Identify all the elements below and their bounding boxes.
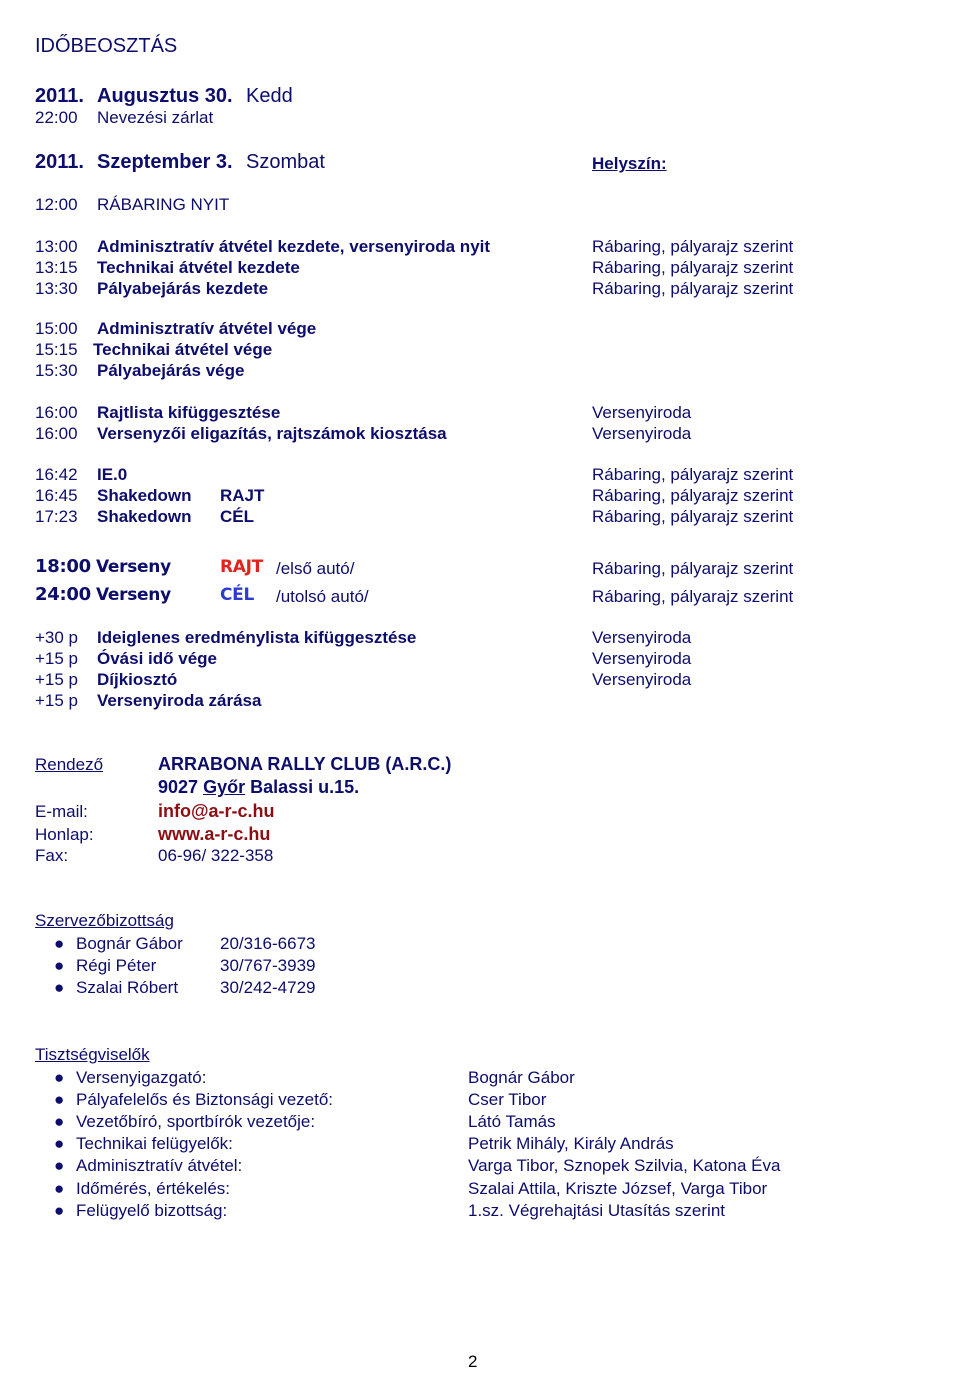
email-link[interactable]: info@a-r-c.hu bbox=[158, 801, 275, 821]
schedule-time: 13:30 bbox=[35, 279, 78, 298]
organizer-address bbox=[158, 778, 359, 796]
day1-event: Nevezési zárlat bbox=[97, 108, 214, 127]
bullet-icon: ● bbox=[54, 978, 65, 997]
schedule-time: 16:00 bbox=[35, 424, 78, 443]
schedule-location: Versenyiroda bbox=[592, 628, 692, 647]
official-person: Bognár Gábor bbox=[468, 1068, 575, 1087]
race-time: 18:00 bbox=[35, 556, 91, 577]
web-label: Honlap: bbox=[35, 825, 94, 844]
day2-year: 2011. bbox=[35, 151, 84, 173]
day2-date: Szeptember 3. bbox=[97, 151, 233, 173]
schedule-time: 16:45 bbox=[35, 486, 78, 505]
schedule-time: 15:30 bbox=[35, 361, 78, 380]
race-event: Verseny bbox=[96, 585, 171, 605]
schedule-location: Rábaring, pályarajz szerint bbox=[592, 507, 794, 526]
official-role: Technikai felügyelők: bbox=[76, 1134, 233, 1153]
schedule-event: IE.0 bbox=[97, 465, 128, 484]
schedule-time: 17:23 bbox=[35, 507, 78, 526]
committee-member-name: Szalai Róbert bbox=[76, 978, 179, 997]
schedule-time: 16:42 bbox=[35, 465, 78, 484]
schedule-event: Versenyzői eligazítás, rajtszámok kiosztása bbox=[97, 424, 447, 443]
schedule-location: Rábaring, pályarajz szerint bbox=[592, 258, 794, 277]
committee-member-name: Bognár Gábor bbox=[76, 934, 183, 953]
race-note: /utolsó autó/ bbox=[276, 587, 369, 606]
schedule-location: Versenyiroda bbox=[592, 649, 692, 668]
schedule-event: Pályabejárás kezdete bbox=[97, 279, 269, 298]
schedule-location: Rábaring, pályarajz szerint bbox=[592, 465, 794, 484]
bullet-icon: ● bbox=[54, 956, 65, 975]
race-location: Rábaring, pályarajz szerint bbox=[592, 559, 794, 578]
committee-member-phone: 20/316-6673 bbox=[220, 934, 316, 953]
bullet-icon: ● bbox=[54, 1112, 65, 1131]
bullet-icon: ● bbox=[54, 1179, 65, 1198]
opening-time: 12:00 bbox=[35, 195, 78, 214]
bullet-icon: ● bbox=[54, 1156, 65, 1175]
official-person: Szalai Attila, Kriszte József, Varga Tibor bbox=[468, 1179, 768, 1198]
schedule-event-marker: CÉL bbox=[220, 507, 254, 526]
official-person: Varga Tibor, Sznopek Szilvia, Katona Éva bbox=[468, 1156, 781, 1175]
organizer-label: Rendező bbox=[35, 755, 104, 774]
official-person: Cser Tibor bbox=[468, 1090, 547, 1109]
web-link[interactable]: www.a-r-c.hu bbox=[158, 824, 271, 844]
official-role: Vezetőbíró, sportbírók vezetője: bbox=[76, 1112, 316, 1131]
address-zip: 9027 bbox=[158, 777, 199, 797]
address-city: Győr bbox=[203, 777, 246, 797]
committee-member-phone: 30/767-3939 bbox=[220, 956, 316, 975]
official-role: Versenyigazgató: bbox=[76, 1068, 207, 1087]
fax-number: 06-96/ 322-358 bbox=[158, 846, 274, 865]
schedule-location: Versenyiroda bbox=[592, 424, 692, 443]
page-number: 2 bbox=[468, 1352, 478, 1371]
schedule-time: +15 p bbox=[35, 649, 79, 668]
schedule-location: Rábaring, pályarajz szerint bbox=[592, 237, 794, 256]
bullet-icon: ● bbox=[54, 934, 65, 953]
official-role: Időmérés, értékelés: bbox=[76, 1179, 231, 1198]
address-street: Balassi u.15. bbox=[250, 777, 360, 797]
schedule-location: Versenyiroda bbox=[592, 670, 692, 689]
schedule-time: 15:15 bbox=[35, 340, 78, 359]
bullet-icon: ● bbox=[54, 1068, 65, 1087]
race-time: 24:00 bbox=[35, 584, 91, 605]
official-person: Látó Tamás bbox=[468, 1112, 556, 1131]
schedule-event: Versenyiroda zárása bbox=[97, 691, 262, 710]
schedule-event: Technikai átvétel vége bbox=[93, 340, 273, 359]
schedule-location: Rábaring, pályarajz szerint bbox=[592, 486, 794, 505]
schedule-time: 16:00 bbox=[35, 403, 78, 422]
day1-weekday: Kedd bbox=[246, 85, 293, 107]
race-marker: CÉL bbox=[220, 585, 255, 605]
schedule-event: Ideiglenes eredménylista kifüggesztése bbox=[97, 628, 417, 647]
bullet-icon: ● bbox=[54, 1090, 65, 1109]
officials-heading: Tisztségviselők bbox=[35, 1045, 150, 1064]
schedule-event: Pályabejárás vége bbox=[97, 361, 245, 380]
schedule-time: 13:00 bbox=[35, 237, 78, 256]
schedule-time: +15 p bbox=[35, 691, 79, 710]
schedule-event-marker: RAJT bbox=[220, 486, 265, 505]
official-person: 1.sz. Végrehajtási Utasítás szerint bbox=[468, 1201, 726, 1220]
committee-member-phone: 30/242-4729 bbox=[220, 978, 316, 997]
day1-date: Augusztus 30. bbox=[97, 85, 233, 107]
schedule-event: Technikai átvétel kezdete bbox=[97, 258, 300, 277]
schedule-event: Díjkiosztó bbox=[97, 670, 178, 689]
day1-year: 2011. bbox=[35, 85, 84, 107]
race-marker: RAJT bbox=[220, 557, 263, 577]
official-role: Adminisztratív átvétel: bbox=[76, 1156, 243, 1175]
schedule-location: Rábaring, pályarajz szerint bbox=[592, 279, 794, 298]
schedule-location: Versenyiroda bbox=[592, 403, 692, 422]
official-person: Petrik Mihály, Király András bbox=[468, 1134, 674, 1153]
day1-time: 22:00 bbox=[35, 108, 78, 127]
fax-label: Fax: bbox=[35, 846, 69, 865]
opening-event: RÁBARING NYIT bbox=[97, 195, 230, 214]
day2-weekday: Szombat bbox=[246, 151, 325, 173]
schedule-event: Adminisztratív átvétel vége bbox=[97, 319, 317, 338]
official-role: Felügyelő bizottság: bbox=[76, 1201, 228, 1220]
race-note: /első autó/ bbox=[276, 559, 355, 578]
schedule-event: Shakedown bbox=[97, 486, 192, 505]
schedule-event: Shakedown bbox=[97, 507, 192, 526]
email-label: E-mail: bbox=[35, 802, 88, 821]
committee-heading: Szervezőbizottság bbox=[35, 911, 174, 930]
page-title: IDŐBEOSZTÁS bbox=[35, 35, 178, 57]
bullet-icon: ● bbox=[54, 1201, 65, 1220]
race-location: Rábaring, pályarajz szerint bbox=[592, 587, 794, 606]
schedule-time: +30 p bbox=[35, 628, 79, 647]
bullet-icon: ● bbox=[54, 1134, 65, 1153]
organizer-name: ARRABONA RALLY CLUB (A.R.C.) bbox=[158, 754, 452, 774]
official-role: Pályafelelős és Biztonsági vezető: bbox=[76, 1090, 334, 1109]
location-header: Helyszín: bbox=[592, 154, 667, 173]
schedule-event: Adminisztratív átvétel kezdete, versenyiroda nyit bbox=[97, 237, 491, 256]
schedule-time: 13:15 bbox=[35, 258, 78, 277]
schedule-time: 15:00 bbox=[35, 319, 78, 338]
schedule-event: Óvási idő vége bbox=[97, 649, 217, 668]
schedule-time: +15 p bbox=[35, 670, 79, 689]
race-event: Verseny bbox=[96, 557, 171, 577]
schedule-event: Rajtlista kifüggesztése bbox=[97, 403, 281, 422]
committee-member-name: Régi Péter bbox=[76, 956, 157, 975]
